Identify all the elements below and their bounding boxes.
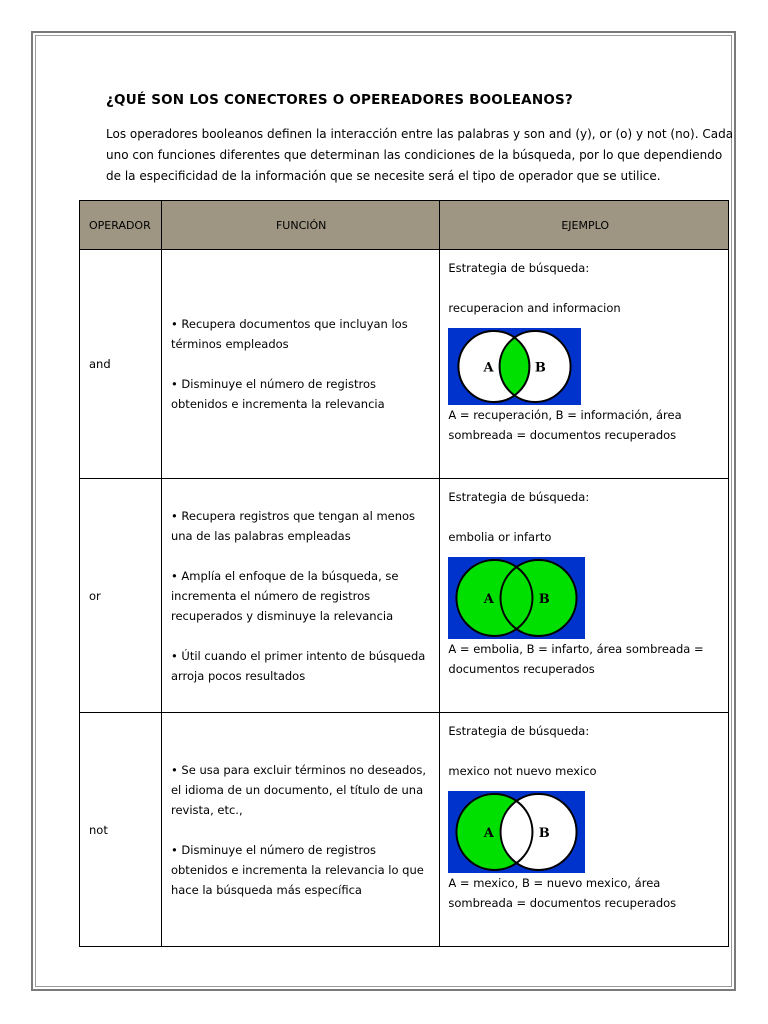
example-cell [440,250,729,479]
table-header-row [80,201,729,250]
strategy-label: Estrategia de búsqueda: [448,490,590,504]
strategy-label: Estrategia de búsqueda: [448,261,590,275]
function-item: • Recupera documentos que incluyan los términos empleados [170,317,408,351]
function-cell [161,250,439,479]
venn-legend: A = recuperación, B = información, área sombreada = documentos recuperados [448,408,682,442]
operator-cell [80,713,162,947]
venn-label-b: B [539,826,551,841]
header-ejemplo: EJEMPLO [440,201,729,250]
operator-or: or [89,588,101,603]
function-item: • Disminuye el número de registros obtenidos e incrementa la relevancia lo que hace la búsqueda más específica [170,842,424,897]
table-row [80,713,729,947]
venn-label-b: B [539,592,551,607]
search-query: embolia or infarto [448,530,552,544]
venn-diagram-or [448,557,585,639]
function-item: • Disminuye el número de registros obtenidos e incrementa la relevancia [170,377,385,411]
venn-legend: A = embolia, B = infarto, área sombreada = documentos recuperados [448,642,704,676]
header-operador: OPERADOR [80,201,162,250]
example-cell [440,713,729,947]
operator-cell [80,250,162,479]
example-cell [440,479,729,713]
table-row [80,250,729,479]
function-item: • Recupera registros que tengan al menos una de las palabras empleadas [170,508,416,543]
boolean-operators-table [79,200,729,947]
function-item: • Útil cuando el primer intento de búsqueda arroja pocos resultados [170,648,426,683]
operator-and: and [89,357,111,371]
operator-cell [80,479,162,713]
venn-label-a: A [483,360,495,376]
function-cell [161,479,439,713]
intro-paragraph: Los operadores booleanos definen la interacción entre las palabras y son and (y), or (o) y not (no). Cada uno con funciones diferentes que determinan las condiciones de la búsqueda, por lo que dependiendo de la especificidad de la información que se necesite será el tipo de operador que se utilice. [106,127,734,183]
search-query: recuperacion and informacion [448,301,621,315]
function-item: • Amplía el enfoque de la búsqueda, se incrementa el número de registros recuperados y disminuye la relevancia [170,568,399,623]
venn-diagram-and [448,328,581,405]
page-title: ¿QUÉ SON LOS CONECTORES O OPEREADORES BOOLEANOS? [106,92,573,108]
function-cell [161,713,439,947]
operator-not: not [89,822,108,837]
search-query: mexico not nuevo mexico [448,764,597,778]
venn-label-a: A [484,826,495,841]
strategy-label: Estrategia de búsqueda: [448,724,590,738]
header-funcion: FUNCIÓN [161,201,439,250]
venn-diagram-not [448,791,585,873]
venn-label-b: B [535,360,547,376]
function-item: • Se usa para excluir términos no deseados, el idioma de un documento, el título de una revista, etc., [170,762,426,817]
venn-legend: A = mexico, B = nuevo mexico, área sombreada = documentos recuperados [448,876,677,910]
table-row [80,479,729,713]
venn-label-a: A [484,592,495,607]
